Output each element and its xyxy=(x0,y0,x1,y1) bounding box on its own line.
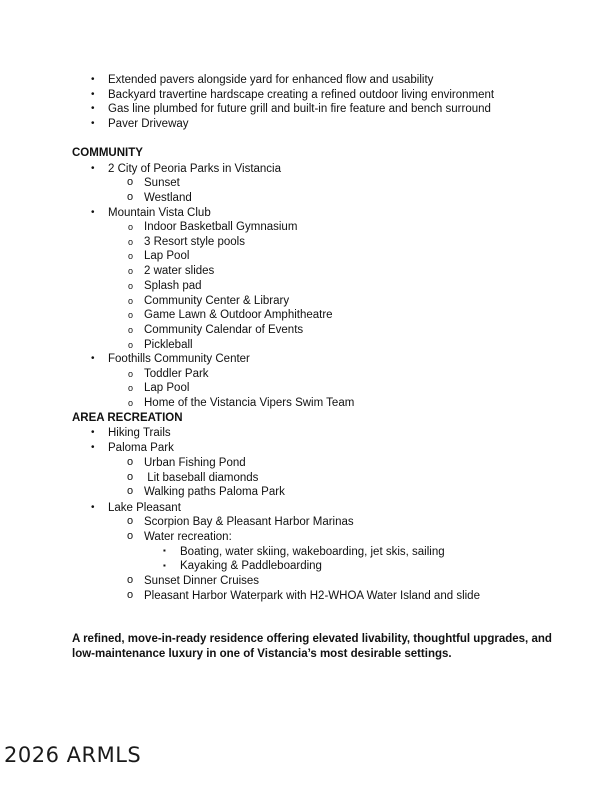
bullet: • xyxy=(91,103,95,114)
list-item: Backyard travertine hardscape creating a refined outdoor living environment xyxy=(108,89,495,101)
circle-bullet: o xyxy=(128,237,134,247)
list-item: Paver Driveway xyxy=(108,118,189,130)
sub-list-item: Walking paths Paloma Park xyxy=(144,486,285,498)
sub-list-item: Sunset Dinner Cruises xyxy=(144,575,260,587)
bullet: • xyxy=(91,207,95,218)
recreation-heading: AREA RECREATION xyxy=(72,412,183,424)
sub-list-item: Westland xyxy=(144,192,192,204)
circle-bullet: o xyxy=(127,589,134,601)
bullet: • xyxy=(91,89,95,100)
square-bullet: ▪ xyxy=(163,546,166,555)
bullet: • xyxy=(91,118,95,129)
closing-line: low-maintenance luxury in one of Vistancia’s most desirable settings. xyxy=(72,648,452,660)
circle-bullet: o xyxy=(127,176,134,188)
sub-list-item: Indoor Basketball Gymnasium xyxy=(144,221,298,233)
sub-list-item: Urban Fishing Pond xyxy=(144,457,246,469)
closing-statement xyxy=(72,632,552,662)
sub-list-item: Community Center & Library xyxy=(144,295,290,307)
circle-bullet: o xyxy=(127,471,134,483)
sub-list-item: Pleasant Harbor Waterpark with H2-WHOA Water Island and slide xyxy=(144,590,480,602)
sub-list-item: 2 water slides xyxy=(144,265,215,277)
sub-sub-list-item: Boating, water skiing, wakeboarding, jet skis, sailing xyxy=(180,546,445,558)
circle-bullet: o xyxy=(127,191,134,203)
sub-sub-list-item: Kayaking & Paddleboarding xyxy=(180,560,322,572)
list-item: Foothills Community Center xyxy=(108,353,250,365)
circle-bullet: o xyxy=(128,369,134,379)
list-item: 2 City of Peoria Parks in Vistancia xyxy=(108,163,282,175)
list-item: Paloma Park xyxy=(108,442,174,454)
circle-bullet: o xyxy=(128,383,134,393)
circle-bullet: o xyxy=(128,251,134,261)
circle-bullet: o xyxy=(127,456,134,468)
sub-list-item: Lap Pool xyxy=(144,382,190,394)
list-item: Mountain Vista Club xyxy=(108,207,211,219)
sub-list-item: Water recreation: xyxy=(144,531,232,543)
circle-bullet: o xyxy=(127,515,134,527)
circle-bullet: o xyxy=(128,222,134,232)
circle-bullet: o xyxy=(127,485,134,497)
sub-list-item: Game Lawn & Outdoor Amphitheatre xyxy=(144,309,333,321)
sub-list-item: 3 Resort style pools xyxy=(144,236,245,248)
sub-list-item: Toddler Park xyxy=(144,368,209,380)
list-item: Hiking Trails xyxy=(108,427,171,439)
bullet: • xyxy=(91,427,95,438)
sub-list-item: Lit baseball diamonds xyxy=(144,472,259,484)
bullet: • xyxy=(91,74,95,85)
sub-list-item: Splash pad xyxy=(144,280,202,292)
sub-list-item: Home of the Vistancia Vipers Swim Team xyxy=(144,397,355,409)
circle-bullet: o xyxy=(128,266,134,276)
circle-bullet: o xyxy=(128,325,134,335)
circle-bullet: o xyxy=(128,310,134,320)
closing-line: A refined, move-in-ready residence offering elevated livability, thoughtful upgrades, and xyxy=(72,633,552,645)
bullet: • xyxy=(91,502,95,513)
circle-bullet: o xyxy=(127,574,134,586)
sub-list-item: Community Calendar of Events xyxy=(144,324,304,336)
sub-list-item: Scorpion Bay & Pleasant Harbor Marinas xyxy=(144,516,354,528)
sub-list-item: Lap Pool xyxy=(144,250,190,262)
list-item: Lake Pleasant xyxy=(108,502,181,514)
circle-bullet: o xyxy=(128,398,134,408)
circle-bullet: o xyxy=(128,296,134,306)
circle-bullet: o xyxy=(128,281,134,291)
circle-bullet: o xyxy=(128,340,134,350)
circle-bullet: o xyxy=(127,530,134,542)
bullet: • xyxy=(91,442,95,453)
bullet: • xyxy=(91,353,95,364)
sub-list-item: Pickleball xyxy=(144,339,193,351)
copyright-footer: 2026 ARMLS xyxy=(4,743,142,767)
bullet: • xyxy=(91,163,95,174)
square-bullet: ▪ xyxy=(163,561,166,570)
sub-list-item: Sunset xyxy=(144,177,180,189)
community-heading: COMMUNITY xyxy=(72,147,143,159)
list-item: Extended pavers alongside yard for enhanced flow and usability xyxy=(108,74,434,86)
list-item: Gas line plumbed for future grill and built-in fire feature and bench surround xyxy=(108,103,491,115)
